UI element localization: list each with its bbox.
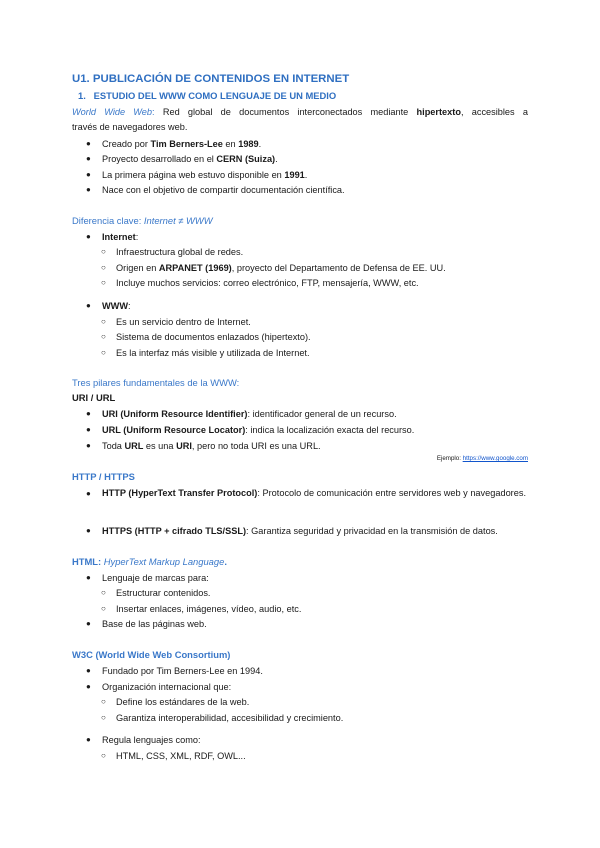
bullet-icon: ● xyxy=(86,154,91,163)
pillars-heading: Tres pilares fundamentales de la WWW: xyxy=(72,377,240,388)
example-link[interactable]: https://www.google.com xyxy=(462,455,528,462)
list-item: Toda URL es una URI, pero no toda URI es una URL. xyxy=(102,441,321,451)
example-line: Ejemplo: https://www.google.com xyxy=(436,455,528,462)
list-item: URL (Uniform Resource Locator): indica la localización exacta del recurso. xyxy=(102,425,415,435)
bullet-icon: ● xyxy=(86,735,91,744)
intro-term: World Wide Web xyxy=(72,107,153,117)
list-item: Lenguaje de marcas para: xyxy=(102,573,209,583)
bullet-icon: ● xyxy=(86,619,91,628)
sub-list-item: Define los estándares de la web. xyxy=(116,697,250,707)
bullet-icon: ● xyxy=(86,573,91,582)
intro-line-1: World Wide Web: Red global de documentos interconectados mediante hipertexto, accesibles a xyxy=(72,107,528,117)
circle-bullet-icon: ○ xyxy=(101,332,106,341)
bullet-icon: ● xyxy=(86,409,91,418)
bullet-icon: ● xyxy=(86,666,91,675)
circle-bullet-icon: ○ xyxy=(101,697,106,706)
circle-bullet-icon: ○ xyxy=(101,247,106,256)
sub-list-item: Infraestructura global de redes. xyxy=(116,247,244,257)
bullet-icon: ● xyxy=(86,301,91,310)
circle-bullet-icon: ○ xyxy=(101,713,106,722)
section-number: 1. xyxy=(78,90,86,101)
circle-bullet-icon: ○ xyxy=(101,348,106,357)
list-item-internet: Internet: xyxy=(102,232,139,242)
sub-list-item: Sistema de documentos enlazados (hipertexto). xyxy=(116,332,311,342)
circle-bullet-icon: ○ xyxy=(101,588,106,597)
sub-list-item: Insertar enlaces, imágenes, vídeo, audio, etc. xyxy=(116,604,302,614)
html-heading: HTML: HyperText Markup Language. xyxy=(72,556,227,567)
bullet-icon: ● xyxy=(86,185,91,194)
sub-list-item: Incluye muchos servicios: correo electrónico, FTP, mensajería, WWW, etc. xyxy=(116,278,419,288)
bullet-icon: ● xyxy=(86,232,91,241)
sub-list-item: Garantiza interoperabilidad, accesibilidad y crecimiento. xyxy=(116,713,344,723)
section-title xyxy=(78,90,336,101)
list-item: HTTPS (HTTP + cifrado TLS/SSL): Garantiza seguridad y privacidad en la transmisión de datos. xyxy=(102,526,498,536)
bullet-icon: ● xyxy=(86,441,91,450)
diff-heading: Diferencia clave: Internet ≠ WWW xyxy=(72,215,213,226)
document-title: U1. PUBLICACIÓN DE CONTENIDOS EN INTERNET xyxy=(72,73,350,85)
list-item: La primera página web estuvo disponible en 1991. xyxy=(102,170,308,180)
intro-line-2: través de navegadores web. xyxy=(72,122,188,132)
list-item: HTTP (HyperText Transfer Protocol): Protocolo de comunicación entre servidores web y navegadores. xyxy=(102,488,527,498)
section-title-text: ESTUDIO DEL WWW COMO LENGUAJE DE UN MEDIO xyxy=(93,90,337,101)
sub-list-item: Es un servicio dentro de Internet. xyxy=(116,317,251,327)
circle-bullet-icon: ○ xyxy=(101,317,106,326)
list-item: Organización internacional que: xyxy=(102,682,232,692)
bullet-icon: ● xyxy=(86,526,91,535)
circle-bullet-icon: ○ xyxy=(101,604,106,613)
sub-list-item: Es la interfaz más visible y utilizada de Internet. xyxy=(116,348,310,358)
bullet-icon: ● xyxy=(86,425,91,434)
sub-list-item: Estructurar contenidos. xyxy=(116,588,211,598)
list-item: Nace con el objetivo de compartir documentación científica. xyxy=(102,185,345,195)
sub-list-item: Origen en ARPANET (1969), proyecto del Departamento de Defensa de EE. UU. xyxy=(116,263,446,273)
bullet-icon: ● xyxy=(86,682,91,691)
list-item: URI (Uniform Resource Identifier): identificador general de un recurso. xyxy=(102,409,397,419)
sub-list-item: HTML, CSS, XML, RDF, OWL... xyxy=(116,751,246,761)
list-item: Fundado por Tim Berners-Lee en 1994. xyxy=(102,666,263,676)
uri-heading: URI / URL xyxy=(72,392,116,403)
w3c-heading: W3C (World Wide Web Consortium) xyxy=(72,649,231,660)
circle-bullet-icon: ○ xyxy=(101,263,106,272)
list-item-www: WWW: xyxy=(102,301,131,311)
bullet-icon: ● xyxy=(86,489,91,498)
http-heading: HTTP / HTTPS xyxy=(72,471,135,482)
list-item: Base de las páginas web. xyxy=(102,619,207,629)
circle-bullet-icon: ○ xyxy=(101,278,106,287)
list-item: Creado por Tim Berners-Lee en 1989. xyxy=(102,139,262,149)
circle-bullet-icon: ○ xyxy=(101,751,106,760)
list-item: Regula lenguajes como: xyxy=(102,735,201,745)
bullet-icon: ● xyxy=(86,139,91,148)
bullet-icon: ● xyxy=(86,170,91,179)
list-item: Proyecto desarrollado en el CERN (Suiza). xyxy=(102,154,278,164)
